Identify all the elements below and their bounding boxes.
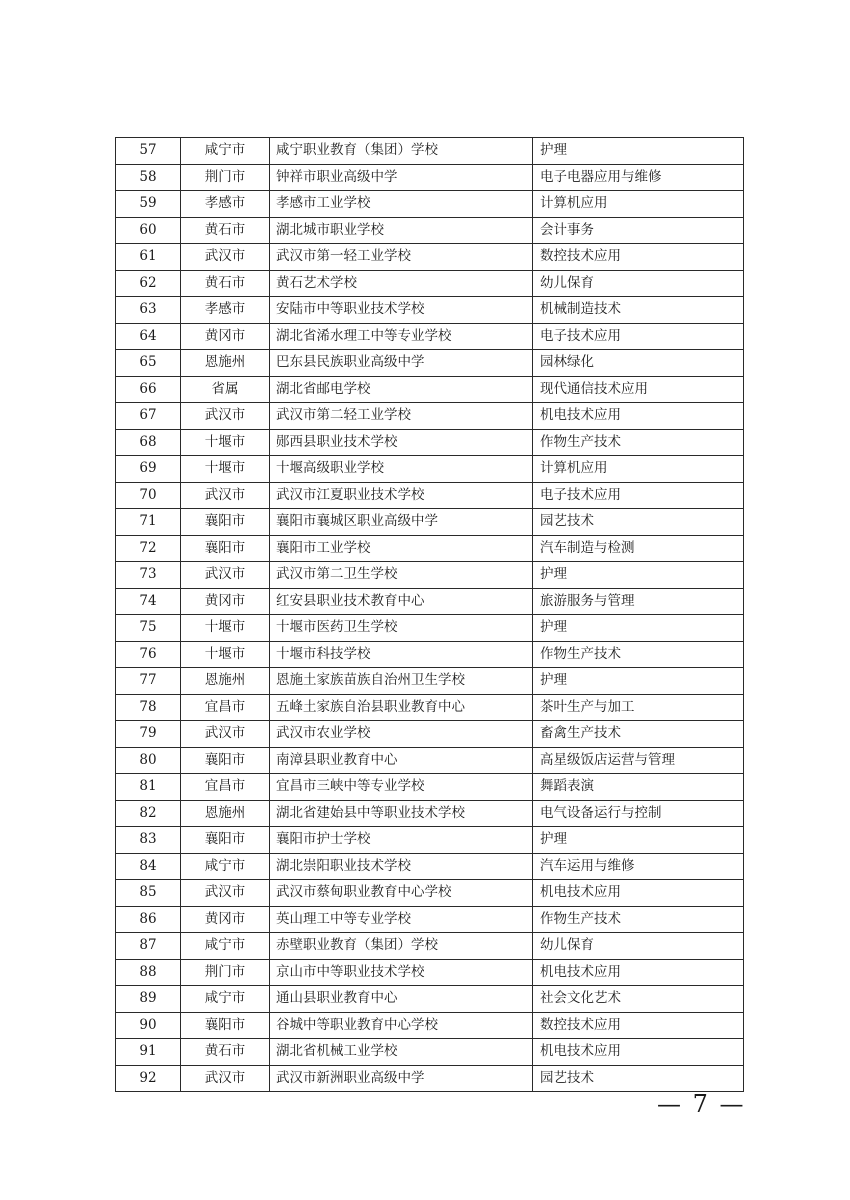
- row-number: 71: [116, 509, 181, 536]
- row-major: 舞蹈表演: [533, 774, 744, 801]
- row-school-name: 恩施土家族苗族自治州卫生学校: [270, 668, 533, 695]
- row-number: 75: [116, 615, 181, 642]
- row-number: 66: [116, 376, 181, 403]
- row-number: 80: [116, 747, 181, 774]
- table-row: [116, 429, 744, 456]
- row-major: 计算机应用: [533, 456, 744, 483]
- row-school-name: 英山理工中等专业学校: [270, 906, 533, 933]
- table-row: [116, 535, 744, 562]
- row-city: 咸宁市: [181, 933, 270, 960]
- row-number: 63: [116, 297, 181, 324]
- row-city: 武汉市: [181, 403, 270, 430]
- table-row: [116, 615, 744, 642]
- row-city: 襄阳市: [181, 1012, 270, 1039]
- row-major: 畜禽生产技术: [533, 721, 744, 748]
- row-major: 机电技术应用: [533, 1039, 744, 1066]
- table-row: [116, 244, 744, 271]
- row-city: 咸宁市: [181, 986, 270, 1013]
- row-number: 72: [116, 535, 181, 562]
- table-row: [116, 641, 744, 668]
- row-major: 现代通信技术应用: [533, 376, 744, 403]
- row-number: 76: [116, 641, 181, 668]
- table-row: [116, 774, 744, 801]
- row-number: 70: [116, 482, 181, 509]
- row-number: 85: [116, 880, 181, 907]
- row-major: 园林绿化: [533, 350, 744, 377]
- row-major: 作物生产技术: [533, 429, 744, 456]
- row-school-name: 武汉市蔡甸职业教育中心学校: [270, 880, 533, 907]
- table-row: [116, 376, 744, 403]
- row-city: 宜昌市: [181, 694, 270, 721]
- table-row: [116, 456, 744, 483]
- row-city: 黄冈市: [181, 323, 270, 350]
- page-number: — 7 —: [657, 1090, 746, 1118]
- row-school-name: 武汉市农业学校: [270, 721, 533, 748]
- row-school-name: 武汉市第二卫生学校: [270, 562, 533, 589]
- row-school-name: 谷城中等职业教育中心学校: [270, 1012, 533, 1039]
- row-number: 86: [116, 906, 181, 933]
- row-city: 孝感市: [181, 191, 270, 218]
- table-row: [116, 509, 744, 536]
- table-row: [116, 164, 744, 191]
- table-row: [116, 350, 744, 377]
- row-major: 茶叶生产与加工: [533, 694, 744, 721]
- row-school-name: 武汉市江夏职业技术学校: [270, 482, 533, 509]
- table-row: [116, 588, 744, 615]
- row-city: 襄阳市: [181, 535, 270, 562]
- row-major: 作物生产技术: [533, 906, 744, 933]
- table-row: [116, 217, 744, 244]
- row-city: 十堰市: [181, 615, 270, 642]
- row-number: 88: [116, 959, 181, 986]
- row-number: 65: [116, 350, 181, 377]
- row-major: 电气设备运行与控制: [533, 800, 744, 827]
- row-number: 64: [116, 323, 181, 350]
- row-major: 电子技术应用: [533, 323, 744, 350]
- row-school-name: 通山县职业教育中心: [270, 986, 533, 1013]
- row-school-name: 五峰土家族自治县职业教育中心: [270, 694, 533, 721]
- row-number: 81: [116, 774, 181, 801]
- row-city: 黄冈市: [181, 906, 270, 933]
- school-list-table: [115, 137, 744, 1092]
- row-city: 武汉市: [181, 244, 270, 271]
- row-city: 十堰市: [181, 641, 270, 668]
- row-number: 79: [116, 721, 181, 748]
- row-school-name: 湖北省机械工业学校: [270, 1039, 533, 1066]
- row-city: 黄石市: [181, 217, 270, 244]
- row-school-name: 湖北省邮电学校: [270, 376, 533, 403]
- row-number: 83: [116, 827, 181, 854]
- row-school-name: 襄阳市护士学校: [270, 827, 533, 854]
- row-number: 67: [116, 403, 181, 430]
- row-major: 数控技术应用: [533, 1012, 744, 1039]
- row-major: 汽车制造与检测: [533, 535, 744, 562]
- row-number: 61: [116, 244, 181, 271]
- row-city: 武汉市: [181, 562, 270, 589]
- row-major: 机电技术应用: [533, 880, 744, 907]
- row-major: 护理: [533, 615, 744, 642]
- row-number: 90: [116, 1012, 181, 1039]
- row-number: 59: [116, 191, 181, 218]
- table-row: [116, 403, 744, 430]
- row-school-name: 十堰市医药卫生学校: [270, 615, 533, 642]
- row-city: 十堰市: [181, 429, 270, 456]
- row-school-name: 郧西县职业技术学校: [270, 429, 533, 456]
- table-row: [116, 853, 744, 880]
- row-school-name: 十堰高级职业学校: [270, 456, 533, 483]
- row-major: 机械制造技术: [533, 297, 744, 324]
- row-city: 咸宁市: [181, 138, 270, 165]
- row-number: 78: [116, 694, 181, 721]
- table-row: [116, 959, 744, 986]
- table-row: [116, 323, 744, 350]
- table-row: [116, 986, 744, 1013]
- table-row: [116, 191, 744, 218]
- row-school-name: 钟祥市职业高级中学: [270, 164, 533, 191]
- row-major: 数控技术应用: [533, 244, 744, 271]
- table-row: [116, 668, 744, 695]
- table-row: [116, 1012, 744, 1039]
- row-major: 护理: [533, 668, 744, 695]
- row-major: 机电技术应用: [533, 403, 744, 430]
- row-city: 黄冈市: [181, 588, 270, 615]
- row-school-name: 南漳县职业教育中心: [270, 747, 533, 774]
- row-number: 74: [116, 588, 181, 615]
- table-row: [116, 297, 744, 324]
- row-city: 襄阳市: [181, 747, 270, 774]
- row-major: 汽车运用与维修: [533, 853, 744, 880]
- table-row: [116, 880, 744, 907]
- row-school-name: 湖北城市职业学校: [270, 217, 533, 244]
- table-row: [116, 562, 744, 589]
- row-school-name: 襄阳市襄城区职业高级中学: [270, 509, 533, 536]
- row-number: 57: [116, 138, 181, 165]
- row-school-name: 黄石艺术学校: [270, 270, 533, 297]
- row-number: 77: [116, 668, 181, 695]
- row-major: 护理: [533, 827, 744, 854]
- row-number: 68: [116, 429, 181, 456]
- row-school-name: 巴东县民族职业高级中学: [270, 350, 533, 377]
- row-number: 62: [116, 270, 181, 297]
- row-city: 武汉市: [181, 482, 270, 509]
- table-body: [116, 138, 744, 1092]
- table-row: [116, 933, 744, 960]
- row-city: 黄石市: [181, 1039, 270, 1066]
- row-major: 护理: [533, 138, 744, 165]
- row-major: 社会文化艺术: [533, 986, 744, 1013]
- row-major: 旅游服务与管理: [533, 588, 744, 615]
- row-major: 电子技术应用: [533, 482, 744, 509]
- row-major: 计算机应用: [533, 191, 744, 218]
- row-school-name: 宜昌市三峡中等专业学校: [270, 774, 533, 801]
- row-city: 恩施州: [181, 350, 270, 377]
- row-school-name: 京山市中等职业技术学校: [270, 959, 533, 986]
- row-school-name: 十堰市科技学校: [270, 641, 533, 668]
- row-school-name: 武汉市第二轻工业学校: [270, 403, 533, 430]
- row-city: 恩施州: [181, 668, 270, 695]
- row-city: 宜昌市: [181, 774, 270, 801]
- row-major: 园艺技术: [533, 509, 744, 536]
- row-city: 武汉市: [181, 1065, 270, 1092]
- table-row: [116, 800, 744, 827]
- row-city: 武汉市: [181, 721, 270, 748]
- table-row: [116, 270, 744, 297]
- table-row: [116, 906, 744, 933]
- row-major: 电子电器应用与维修: [533, 164, 744, 191]
- table-row: [116, 1039, 744, 1066]
- row-city: 荆门市: [181, 959, 270, 986]
- row-number: 69: [116, 456, 181, 483]
- row-school-name: 湖北省建始县中等职业技术学校: [270, 800, 533, 827]
- row-city: 荆门市: [181, 164, 270, 191]
- row-number: 89: [116, 986, 181, 1013]
- row-number: 92: [116, 1065, 181, 1092]
- row-school-name: 武汉市新洲职业高级中学: [270, 1065, 533, 1092]
- table-row: [116, 138, 744, 165]
- row-city: 省属: [181, 376, 270, 403]
- row-major: 护理: [533, 562, 744, 589]
- row-major: 高星级饭店运营与管理: [533, 747, 744, 774]
- row-city: 黄石市: [181, 270, 270, 297]
- row-city: 襄阳市: [181, 509, 270, 536]
- row-school-name: 湖北省浠水理工中等专业学校: [270, 323, 533, 350]
- row-school-name: 咸宁职业教育（集团）学校: [270, 138, 533, 165]
- row-city: 孝感市: [181, 297, 270, 324]
- row-major: 幼儿保育: [533, 933, 744, 960]
- row-city: 咸宁市: [181, 853, 270, 880]
- row-major: 园艺技术: [533, 1065, 744, 1092]
- row-number: 60: [116, 217, 181, 244]
- row-number: 73: [116, 562, 181, 589]
- row-city: 襄阳市: [181, 827, 270, 854]
- table-row: [116, 1065, 744, 1092]
- row-school-name: 襄阳市工业学校: [270, 535, 533, 562]
- row-city: 十堰市: [181, 456, 270, 483]
- table-row: [116, 482, 744, 509]
- row-school-name: 武汉市第一轻工业学校: [270, 244, 533, 271]
- row-major: 机电技术应用: [533, 959, 744, 986]
- row-city: 武汉市: [181, 880, 270, 907]
- row-school-name: 红安县职业技术教育中心: [270, 588, 533, 615]
- row-number: 87: [116, 933, 181, 960]
- row-school-name: 孝感市工业学校: [270, 191, 533, 218]
- row-city: 恩施州: [181, 800, 270, 827]
- row-major: 会计事务: [533, 217, 744, 244]
- table-row: [116, 747, 744, 774]
- table-row: [116, 721, 744, 748]
- row-major: 幼儿保育: [533, 270, 744, 297]
- row-number: 84: [116, 853, 181, 880]
- table-row: [116, 694, 744, 721]
- row-school-name: 湖北崇阳职业技术学校: [270, 853, 533, 880]
- row-school-name: 安陆市中等职业技术学校: [270, 297, 533, 324]
- row-major: 作物生产技术: [533, 641, 744, 668]
- table-row: [116, 827, 744, 854]
- row-number: 82: [116, 800, 181, 827]
- row-number: 58: [116, 164, 181, 191]
- row-school-name: 赤壁职业教育（集团）学校: [270, 933, 533, 960]
- row-number: 91: [116, 1039, 181, 1066]
